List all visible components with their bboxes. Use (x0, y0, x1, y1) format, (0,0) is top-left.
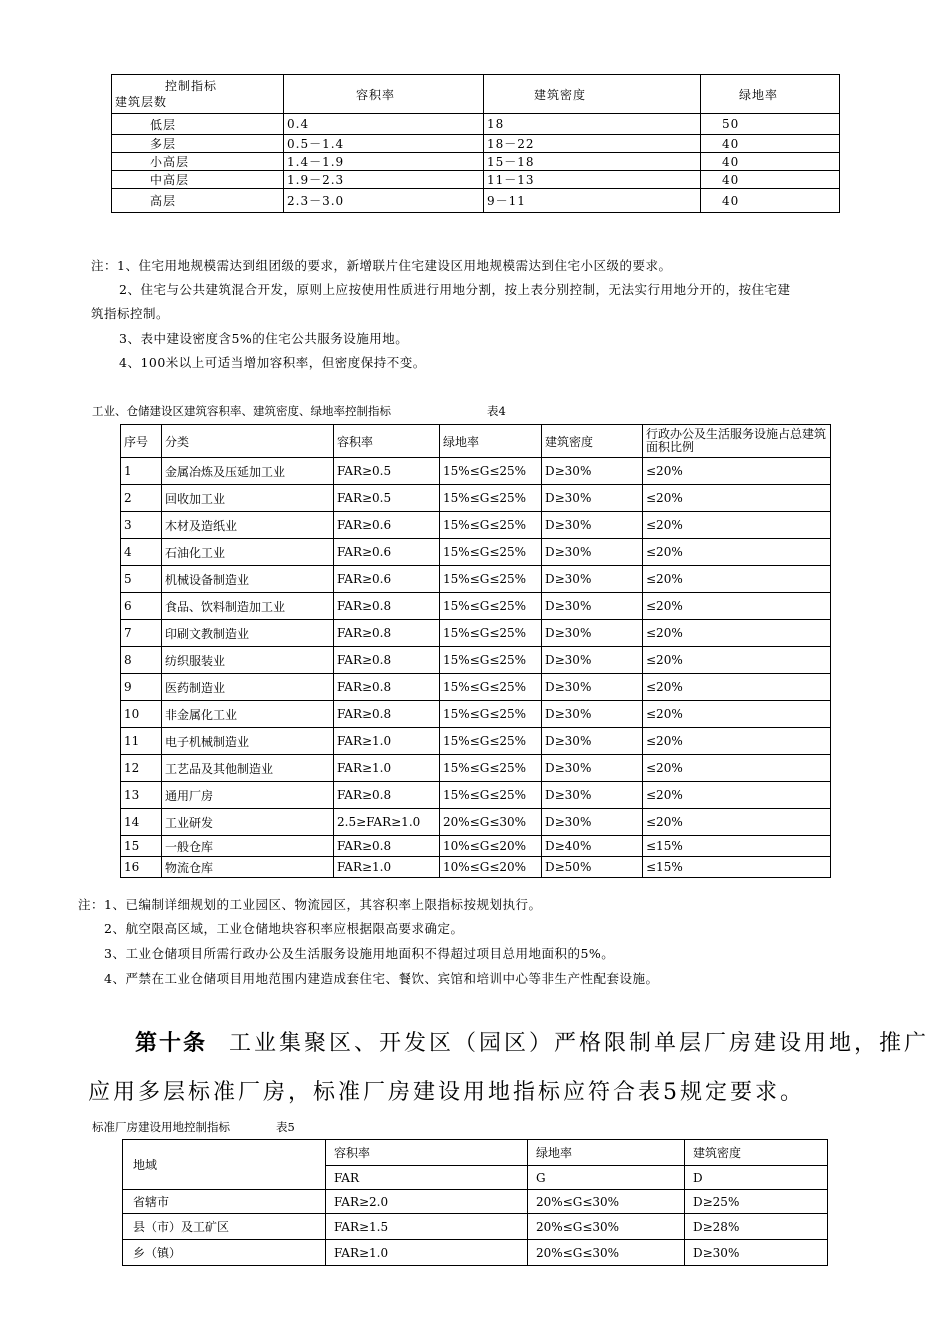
standard-factory-table (122, 1139, 828, 1266)
cell-green: 10%≤G≤20% (440, 836, 542, 857)
cell-density: 18－22 (484, 135, 701, 153)
cell-index: 6 (121, 593, 162, 620)
cell-office-ratio: ≤20% (643, 593, 831, 620)
cell-office-ratio: ≤15% (643, 857, 831, 878)
cell-density: D≥30% (542, 701, 643, 728)
note4-2: 2、航空限高区域，工业仓储地块容积率应根据限高要求确定。 (104, 921, 464, 936)
header-far-en: FAR (326, 1166, 528, 1190)
cell-far: FAR≥0.6 (334, 512, 440, 539)
cell-density: D≥50% (542, 857, 643, 878)
cell-density: 18 (484, 114, 701, 135)
header-region: 地域 (123, 1140, 326, 1190)
article-label: 第十条 (135, 1031, 208, 1056)
cell-far: FAR≥0.5 (334, 458, 440, 485)
cell-index: 14 (121, 809, 162, 836)
cell-office-ratio: ≤20% (643, 674, 831, 701)
article-10-line-1 (135, 1026, 929, 1057)
cell-green: 15%≤G≤25% (440, 566, 542, 593)
note-3: 3、表中建设密度含5%的住宅公共服务设施用地。 (119, 331, 409, 346)
header-category: 分类 (162, 425, 334, 458)
cell-density: D≥30% (542, 782, 643, 809)
cell-building-type: 高层 (112, 189, 284, 213)
cell-density: D≥40% (542, 836, 643, 857)
cell-density: D≥28% (685, 1214, 828, 1240)
note4-1: 注：1、已编制详细规划的工业园区、物流园区，其容积率上限指标按规划执行。 (78, 897, 542, 912)
table-row (123, 1190, 828, 1214)
cell-green: 15%≤G≤25% (440, 728, 542, 755)
header-density-en: D (685, 1166, 828, 1190)
table5-number: 表5 (276, 1120, 295, 1134)
header-density: 建筑密度 (542, 425, 643, 458)
table-row (121, 458, 831, 485)
table-row (121, 755, 831, 782)
cell-far: FAR≥0.8 (334, 782, 440, 809)
cell-office-ratio: ≤20% (643, 458, 831, 485)
cell-far: FAR≥0.8 (334, 620, 440, 647)
cell-index: 5 (121, 566, 162, 593)
cell-green: 15%≤G≤25% (440, 485, 542, 512)
cell-index: 16 (121, 857, 162, 878)
table-row (121, 674, 831, 701)
note-1: 注：1、住宅用地规模需达到组团级的要求，新增联片住宅建设区用地规模需达到住宅小区级的要求。 (91, 258, 672, 273)
table-row (121, 836, 831, 857)
cell-density: 9－11 (484, 189, 701, 213)
cell-office-ratio: ≤20% (643, 485, 831, 512)
cell-far: FAR≥2.0 (326, 1190, 528, 1214)
cell-index: 12 (121, 755, 162, 782)
table-row (121, 620, 831, 647)
table-row (112, 135, 840, 153)
cell-region: 乡（镇） (123, 1240, 326, 1266)
cell-density: D≥30% (542, 647, 643, 674)
cell-density: D≥30% (542, 620, 643, 647)
cell-office-ratio: ≤20% (643, 647, 831, 674)
cell-category: 金属冶炼及压延加工业 (162, 458, 334, 485)
cell-green: 20%≤G≤30% (440, 809, 542, 836)
cell-far: 2.3－3.0 (284, 189, 484, 213)
cell-green: 15%≤G≤25% (440, 701, 542, 728)
header-far: 容积率 (284, 75, 484, 114)
cell-far: 1.4－1.9 (284, 153, 484, 171)
cell-green: 15%≤G≤25% (440, 458, 542, 485)
cell-far: 1.9－2.3 (284, 171, 484, 189)
table-row (112, 171, 840, 189)
industrial-table-body (121, 458, 831, 878)
cell-office-ratio: ≤20% (643, 539, 831, 566)
residential-indicator-table (111, 74, 840, 213)
table-header-row (112, 75, 840, 114)
table-row (121, 485, 831, 512)
table-header-row (123, 1140, 828, 1166)
cell-category: 医药制造业 (162, 674, 334, 701)
cell-density: D≥30% (542, 809, 643, 836)
cell-far: FAR≥0.6 (334, 566, 440, 593)
table4-number: 表4 (487, 404, 506, 418)
note4-3: 3、工业仓储项目所需行政办公及生活服务设施用地面积不得超过项目总用地面积的5%。 (104, 946, 615, 961)
cell-green: 40 (701, 135, 840, 153)
table-header-row (121, 425, 831, 458)
table5-caption: 标准厂房建设用地控制指标 (92, 1120, 230, 1134)
cell-density: D≥30% (685, 1240, 828, 1266)
cell-category: 通用厂房 (162, 782, 334, 809)
cell-category: 食品、饮料制造加工业 (162, 593, 334, 620)
cell-density: D≥30% (542, 512, 643, 539)
header-green: 绿地率 (701, 75, 840, 114)
cell-far: FAR≥0.8 (334, 593, 440, 620)
cell-category: 电子机械制造业 (162, 728, 334, 755)
cell-green: 15%≤G≤25% (440, 647, 542, 674)
cell-category: 木材及造纸业 (162, 512, 334, 539)
note4-4: 4、严禁在工业仓储项目用地范围内建造成套住宅、餐饮、宾馆和培训中心等非生产性配套设施。 (104, 971, 659, 986)
table-row (121, 782, 831, 809)
cell-density: 11－13 (484, 171, 701, 189)
cell-far: FAR≥1.0 (326, 1240, 528, 1266)
table-row (112, 189, 840, 213)
cell-index: 10 (121, 701, 162, 728)
cell-density: D≥30% (542, 755, 643, 782)
cell-density: D≥25% (685, 1190, 828, 1214)
table-row (121, 809, 831, 836)
cell-index: 15 (121, 836, 162, 857)
cell-far: FAR≥0.8 (334, 647, 440, 674)
header-green-cn: 绿地率 (528, 1140, 685, 1166)
cell-far: FAR≥0.8 (334, 836, 440, 857)
cell-building-type: 多层 (112, 135, 284, 153)
cell-index: 8 (121, 647, 162, 674)
cell-index: 3 (121, 512, 162, 539)
table4-caption: 工业、仓储建设区建筑容积率、建筑密度、绿地率控制指标 (92, 404, 391, 418)
cell-far: 0.4 (284, 114, 484, 135)
cell-category: 纺织服装业 (162, 647, 334, 674)
cell-category: 石油化工业 (162, 539, 334, 566)
cell-office-ratio: ≤20% (643, 728, 831, 755)
cell-office-ratio: ≤20% (643, 782, 831, 809)
corner-label-bottom: 建筑层数 (115, 95, 168, 109)
cell-green: 40 (701, 171, 840, 189)
table-row (112, 153, 840, 171)
cell-category: 工艺品及其他制造业 (162, 755, 334, 782)
cell-building-type: 小高层 (112, 153, 284, 171)
cell-green: 15%≤G≤25% (440, 512, 542, 539)
cell-green: 40 (701, 189, 840, 213)
cell-office-ratio: ≤20% (643, 701, 831, 728)
header-far-cn: 容积率 (326, 1140, 528, 1166)
cell-density: D≥30% (542, 458, 643, 485)
header-density: 建筑密度 (484, 75, 701, 114)
table-row (121, 647, 831, 674)
cell-green: 40 (701, 153, 840, 171)
cell-office-ratio: ≤20% (643, 755, 831, 782)
cell-green: 15%≤G≤25% (440, 674, 542, 701)
table-row (123, 1240, 828, 1266)
cell-region: 县（市）及工矿区 (123, 1214, 326, 1240)
cell-far: FAR≥0.5 (334, 485, 440, 512)
cell-index: 1 (121, 458, 162, 485)
cell-far: FAR≥1.0 (334, 857, 440, 878)
cell-far: FAR≥0.6 (334, 539, 440, 566)
cell-density: D≥30% (542, 674, 643, 701)
cell-density: D≥30% (542, 593, 643, 620)
cell-green: 20%≤G≤30% (528, 1240, 685, 1266)
cell-density: 15－18 (484, 153, 701, 171)
cell-far: 0.5－1.4 (284, 135, 484, 153)
header-density-cn: 建筑密度 (685, 1140, 828, 1166)
cell-far: FAR≥1.0 (334, 728, 440, 755)
table-row (112, 114, 840, 135)
table-row (121, 566, 831, 593)
cell-index: 13 (121, 782, 162, 809)
cell-category: 机械设备制造业 (162, 566, 334, 593)
cell-office-ratio: ≤20% (643, 809, 831, 836)
header-green-en: G (528, 1166, 685, 1190)
cell-building-type: 低层 (112, 114, 284, 135)
table-row (121, 701, 831, 728)
cell-office-ratio: ≤20% (643, 512, 831, 539)
note-4: 4、100米以上可适当增加容积率，但密度保持不变。 (119, 355, 426, 370)
cell-office-ratio: ≤20% (643, 620, 831, 647)
cell-category: 非金属化工业 (162, 701, 334, 728)
cell-office-ratio: ≤15% (643, 836, 831, 857)
cell-green: 15%≤G≤25% (440, 782, 542, 809)
cell-office-ratio: ≤20% (643, 566, 831, 593)
table-row (121, 512, 831, 539)
header-far: 容积率 (334, 425, 440, 458)
header-index: 序号 (121, 425, 162, 458)
cell-green: 20%≤G≤30% (528, 1214, 685, 1240)
table-row (121, 539, 831, 566)
cell-far: FAR≥0.8 (334, 674, 440, 701)
cell-category: 回收加工业 (162, 485, 334, 512)
article-10-line-2: 应用多层标准厂房，标准厂房建设用地指标应符合表5规定要求。 (88, 1080, 805, 1105)
cell-density: D≥30% (542, 566, 643, 593)
cell-building-type: 中高层 (112, 171, 284, 189)
table-row (121, 728, 831, 755)
cell-green: 15%≤G≤25% (440, 620, 542, 647)
cell-index: 4 (121, 539, 162, 566)
note-2: 2、住宅与公共建筑混合开发，原则上应按使用性质进行用地分割，按上表分别控制，无法实行用地分开的，按住宅建 (119, 282, 791, 297)
cell-far: FAR≥1.5 (326, 1214, 528, 1240)
cell-green: 15%≤G≤25% (440, 755, 542, 782)
cell-density: D≥30% (542, 539, 643, 566)
cell-region: 省辖市 (123, 1190, 326, 1214)
cell-density: D≥30% (542, 485, 643, 512)
cell-green: 50 (701, 114, 840, 135)
cell-green: 15%≤G≤25% (440, 539, 542, 566)
table-corner-cell (112, 75, 284, 114)
cell-index: 2 (121, 485, 162, 512)
cell-far: FAR≥1.0 (334, 755, 440, 782)
table-row (123, 1214, 828, 1240)
article-text-1: 工业集聚区、开发区（园区）严格限制单层厂房建设用地，推广 (229, 1031, 930, 1056)
cell-green: 20%≤G≤30% (528, 1190, 685, 1214)
cell-green: 15%≤G≤25% (440, 593, 542, 620)
header-office-ratio: 行政办公及生活服务设施占总建筑面积比例 (643, 425, 831, 458)
cell-far: FAR≥0.8 (334, 701, 440, 728)
industrial-indicator-table (120, 424, 831, 878)
cell-green: 10%≤G≤20% (440, 857, 542, 878)
cell-category: 工业研发 (162, 809, 334, 836)
cell-far: 2.5≥FAR≥1.0 (334, 809, 440, 836)
cell-category: 一般仓库 (162, 836, 334, 857)
note-2-continued: 筑指标控制。 (91, 306, 170, 321)
cell-category: 印刷文教制造业 (162, 620, 334, 647)
cell-index: 11 (121, 728, 162, 755)
table-row (121, 593, 831, 620)
corner-label-top: 控制指标 (165, 79, 218, 93)
cell-category: 物流仓库 (162, 857, 334, 878)
cell-index: 9 (121, 674, 162, 701)
table-row (121, 857, 831, 878)
cell-density: D≥30% (542, 728, 643, 755)
header-green: 绿地率 (440, 425, 542, 458)
cell-index: 7 (121, 620, 162, 647)
